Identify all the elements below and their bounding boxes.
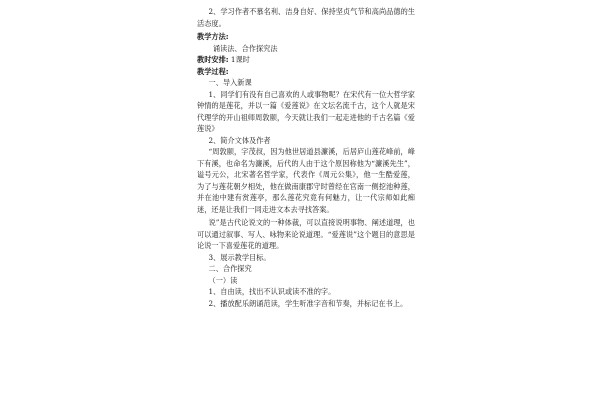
hours-text: 1课时 [230,55,250,64]
methods-heading: 教学方法: [197,32,229,41]
section-1-text: 1、同学们有没有自己喜欢的人或事物呢？在宋代有一位大哲学家钟情的是莲花，并以一篇《爱莲说》在文坛名流千古，这个人就是宋代理学的开山祖师周敦颐，今天就让我们一起走进他的千古名篇《爱莲说》 [197,89,415,133]
document-text [197,6,415,309]
hours-heading: 教时安排: [197,55,229,64]
goal-2: 2、学习作者不慕名利、洁身自好、保持坚贞气节和高尚品德的生活态度。 [197,7,415,28]
section-1-heading: 一、导入新课 [208,78,252,87]
read-step-1: 1、自由读，找出不认识或读不准的字。 [208,287,336,296]
methods-text: 诵读法、合作探究法 [212,43,278,53]
section-2-heading: 2、简介文体及作者 [208,135,271,145]
part-2-subheading: （一）读 [208,275,238,285]
read-step-2: 2、播放配乐朗诵范读，学生听准字音和节奏，并标记在书上。 [208,298,408,308]
part-2-heading: 二、合作探究 [208,264,252,273]
section-3-heading: 3、展示教学目标。 [208,252,271,262]
author-intro-text: “周敦颐，字茂叔，因为他世居道县濂溪，后居庐山莲花峰前，峰下有溪，也命名为濂溪，后代的人由于这个原因称他为“濂溪先生”，谥号元公，北宋著名哲学家，代表作《周元公集》，他一生酷爱莲，为了与莲花朝夕相处，他在做南康郡守时曾经在官南一侧挖池种莲，并在池中建有赏莲亭，那么莲花究竟有何魅力，让一代宗师如此痴迷，还是让我们一同走进文本去寻找答案。 [197,147,415,214]
genre-intro-text: 说”是古代论说文的一种体裁，可以直接说明事物、阐述道理，也可以通过叙事、写人、咏物来论说道理。“爱莲说”这个题目的意思是论说一下喜爱莲花的道理。 [197,218,415,250]
hours-line [197,54,415,66]
process-heading: 教学过程: [197,66,229,76]
